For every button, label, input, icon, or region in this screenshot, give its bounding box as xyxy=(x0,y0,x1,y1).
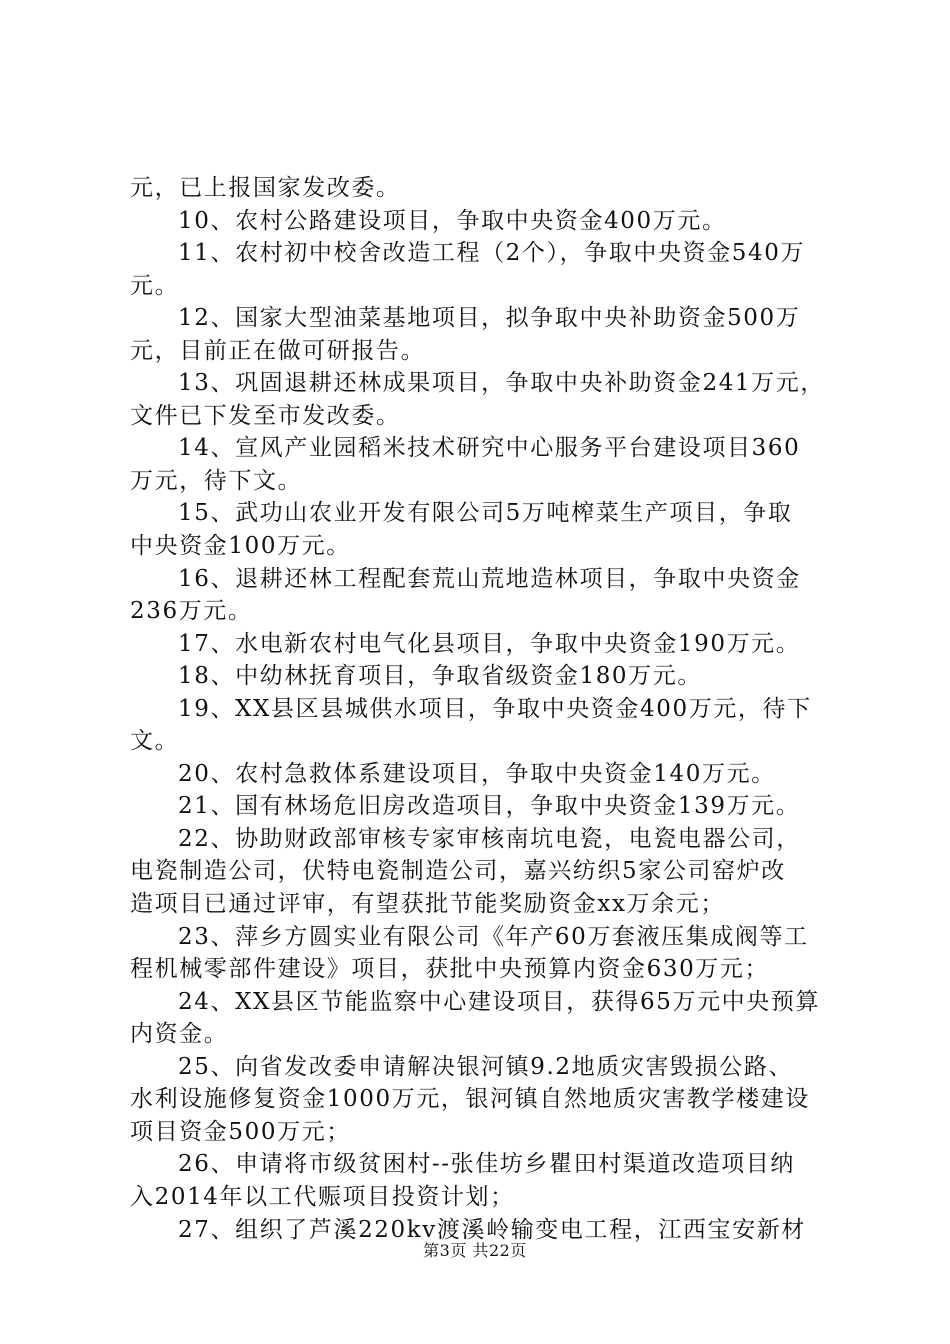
text-line: 项目资金500万元； xyxy=(130,1118,351,1145)
text-line: 26、申请将市级贫困村--张佳坊乡瞿田村渠道改造项目纳 xyxy=(178,1151,796,1178)
text-line: 12、国家大型油菜基地项目，拟争取中央补助资金500万 xyxy=(178,305,801,332)
document-body xyxy=(130,172,830,1246)
text-line: 23、萍乡方圆实业有限公司《年产60万套液压集成阀等工 xyxy=(178,923,809,950)
text-line: 25、向省发改委申请解决银河镇9.2地质灾害毁损公路、 xyxy=(178,1053,794,1080)
text-line: 27、组织了芦溪220kv渡溪岭输变电工程，江西宝安新材 xyxy=(178,1216,806,1243)
text-line: 20、农村急救体系建设项目，争取中央资金140万元。 xyxy=(178,760,776,787)
text-line: 17、水电新农村电气化县项目，争取中央资金190万元。 xyxy=(178,630,801,657)
text-line: 19、XX县区县城供水项目，争取中央资金400万元，待下 xyxy=(178,695,812,722)
text-line: 电瓷制造公司，伏特电瓷制造公司，嘉兴纺织5家公司窑炉改 xyxy=(130,858,786,885)
text-line: 文件已下发至市发改委。 xyxy=(130,402,401,429)
text-line: 内资金。 xyxy=(130,1021,229,1048)
text-line: 11、农村初中校舍改造工程（2个），争取中央资金540万 xyxy=(178,240,806,267)
text-line: 24、XX县区节能监察中心建设项目，获得65万元中央预算 xyxy=(178,988,821,1015)
text-line: 文。 xyxy=(130,728,180,755)
text-line: 22、协助财政部审核专家审核南坑电瓷，电瓷电器公司， xyxy=(178,825,801,852)
text-line: 21、国有林场危旧房改造项目，争取中央资金139万元。 xyxy=(178,793,801,820)
text-line: 13、巩固退耕还林成果项目，争取中央补助资金241万元， xyxy=(178,370,825,397)
text-line: 14、宣风产业园稻米技术研究中心服务平台建设项目360 xyxy=(178,435,801,462)
text-line: 元，已上报国家发改委。 xyxy=(130,175,401,201)
text-line: 入2014年以工代赈项目投资计划； xyxy=(130,1183,515,1210)
text-line: 18、中幼林抚育项目，争取省级资金180万元。 xyxy=(178,663,702,690)
text-line: 造项目已通过评审，有望获批节能奖励资金xx万余元； xyxy=(130,891,725,918)
text-line: 元，目前正在做可研报告。 xyxy=(130,337,426,364)
page-footer: 第3页 共22页 xyxy=(423,1241,527,1260)
text-line: 水利设施修复资金1000万元，银河镇自然地质灾害教学楼建设 xyxy=(130,1086,810,1113)
text-line: 236万元。 xyxy=(130,598,253,625)
text-line: 元。 xyxy=(130,272,180,299)
text-line: 10、农村公路建设项目，争取中央资金400万元。 xyxy=(178,207,727,234)
text-line: 中央资金100万元。 xyxy=(130,533,351,560)
text-line: 16、退耕还林工程配套荒山荒地造林项目，争取中央资金 xyxy=(178,565,801,592)
text-line: 万元，待下文。 xyxy=(130,467,303,494)
text-line: 程机械零部件建设》项目，获批中央预算内资金630万元； xyxy=(130,956,770,983)
text-line: 15、武功山农业开发有限公司5万吨榨菜生产项目，争取 xyxy=(178,500,793,527)
